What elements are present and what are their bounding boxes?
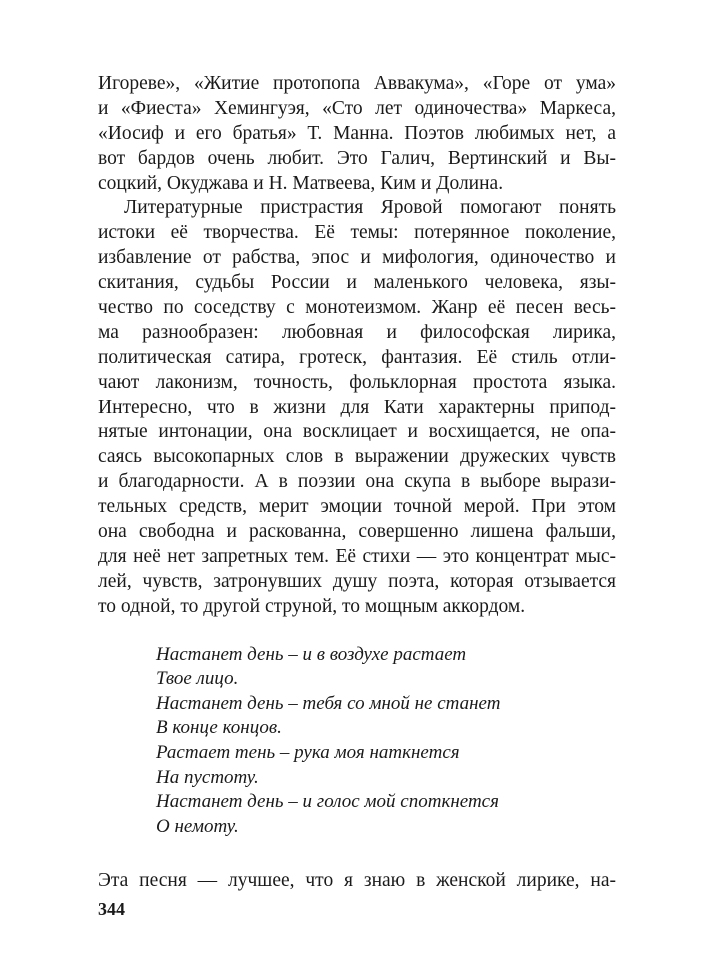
text-line: и благодарности. А в поэзии она скупа в выборе вырази-: [98, 471, 616, 493]
text-line: ма разнообразен: любовная и философская лирика,: [98, 321, 616, 343]
text-line: чают лаконизм, точность, фольклорная простота языка.: [98, 371, 616, 393]
text-line: Эта песня — лучшее, что я знаю в женской лирике, на-: [98, 870, 616, 892]
text-line: нятые интонации, она восклицает и восхищается, не опа-: [98, 421, 616, 443]
verse-line: В конце концов.: [156, 717, 282, 739]
text-line: политическая сатира, гротеск, фантазия. Её стиль отли-: [98, 346, 616, 368]
text-line: Интересно, что в жизни для Кати характерны припод-: [98, 396, 616, 418]
text-line: Литературные пристрастия Яровой помогают понять: [124, 197, 616, 219]
text-line: чество по соседству с монотеизмом. Жанр её песен весь-: [98, 297, 616, 319]
text-line: она свободна и раскованна, совершенно лишена фальши,: [98, 521, 616, 543]
paragraph-3: [98, 869, 616, 894]
verse-line: Растает тень – рука моя наткнется: [156, 741, 460, 763]
text-line: лей, чувств, затронувших душу поэта, которая отзывается: [98, 570, 616, 592]
verse-line: Настанет день – тебя со мной не станет: [156, 692, 501, 714]
text-line: избавление от рабства, эпос и мифология, одиночество и: [98, 247, 616, 269]
text-line: соцкий, Окуджава и Н. Матвеева, Ким и Долина.: [98, 172, 504, 194]
paragraph-2: [98, 196, 616, 619]
verse-line: Твое лицо.: [156, 668, 239, 690]
verse-line: На пустоту.: [156, 766, 259, 788]
text-line: то одной, то другой струной, то мощным аккордом.: [98, 595, 526, 617]
book-page: [98, 72, 616, 894]
text-line: скитания, судьбы России и маленького человека, язы-: [98, 272, 616, 294]
verse-line: Настанет день – и голос мой споткнется: [156, 791, 499, 813]
text-line: саясь высокопарных слов в выражении дружеских чувств: [98, 446, 616, 468]
text-line: для неё нет запретных тем. Её стихи — это концентрат мыс-: [98, 545, 616, 567]
text-line: Игореве», «Житие протопопа Аввакума», «Горе от ума»: [98, 73, 616, 94]
verse-line: О немоту.: [156, 815, 239, 837]
paragraph-1: [98, 72, 616, 196]
text-line: и «Фиеста» Хемингуэя, «Сто лет одиночества» Маркеса,: [98, 97, 616, 119]
text-line: «Иосиф и его братья» Т. Манна. Поэтов любимых нет, а: [98, 122, 616, 144]
verse-quote: [98, 643, 616, 840]
verse-line: Настанет день – и в воздухе растает: [156, 643, 467, 665]
text-line: тельных средств, мерит эмоции точной мерой. При этом: [98, 496, 616, 518]
page-number: 344: [98, 899, 125, 919]
text-line: истоки её творчества. Её темы: потерянное поколение,: [98, 222, 616, 244]
text-line: вот бардов очень любит. Это Галич, Вертинский и Вы-: [98, 147, 616, 169]
